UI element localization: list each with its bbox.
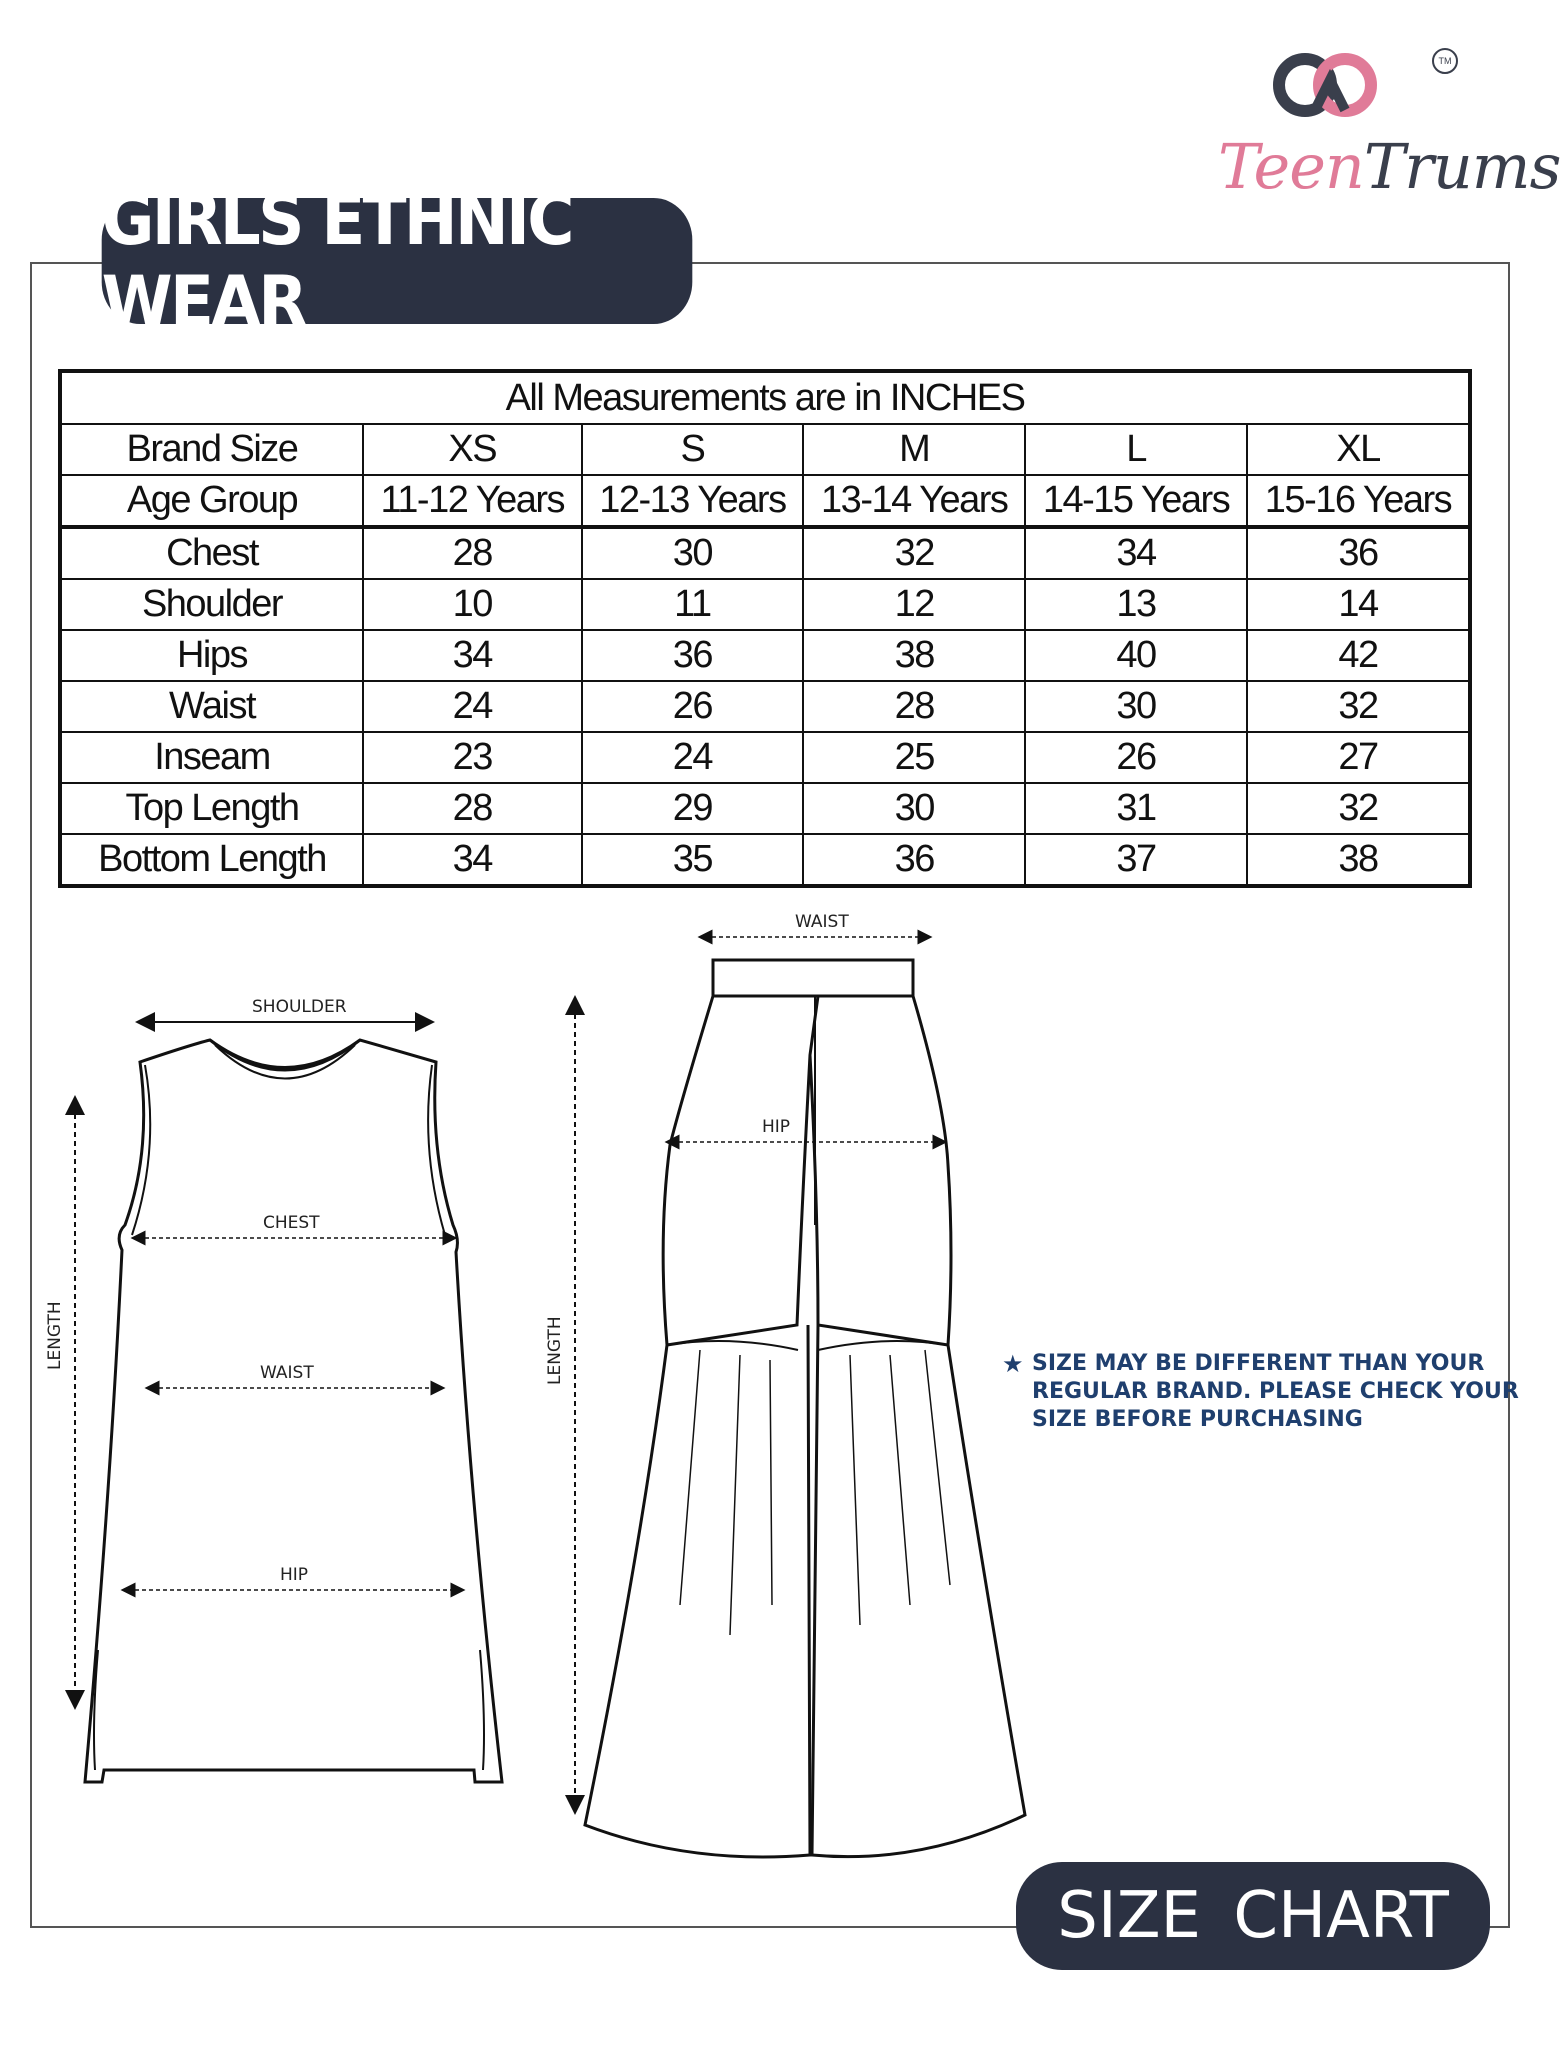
row-label: Top Length <box>60 783 363 834</box>
table-cell: 32 <box>1247 783 1470 834</box>
row-label: Hips <box>60 630 363 681</box>
age-label: Age Group <box>60 475 363 527</box>
size-l: L <box>1025 424 1247 475</box>
table-cell: 25 <box>803 732 1025 783</box>
table-cell: 30 <box>1025 681 1247 732</box>
table-cell: 26 <box>582 681 804 732</box>
table-cell: 28 <box>363 783 582 834</box>
table-cell: 28 <box>363 527 582 579</box>
age-xs: 11-12 Years <box>363 475 582 527</box>
trademark-icon: TM <box>1432 48 1458 74</box>
table-cell: 36 <box>803 834 1025 886</box>
table-cell: 37 <box>1025 834 1247 886</box>
table-row <box>60 681 1470 732</box>
table-cell: 34 <box>363 834 582 886</box>
size-table <box>58 369 1472 888</box>
age-m: 13-14 Years <box>803 475 1025 527</box>
size-xl: XL <box>1247 424 1470 475</box>
age-l: 14-15 Years <box>1025 475 1247 527</box>
table-row <box>60 527 1470 579</box>
logo-text-dark: Trums <box>1363 130 1560 203</box>
size-chart-badge: SIZE CHART <box>1016 1862 1490 1970</box>
table-cell: 12 <box>803 579 1025 630</box>
table-row <box>60 630 1470 681</box>
table-cell: 23 <box>363 732 582 783</box>
note-line-2: REGULAR BRAND. PLEASE CHECK YOUR <box>1032 1379 1519 1404</box>
dress-length-label: LENGTH <box>45 1301 65 1370</box>
table-cell: 36 <box>582 630 804 681</box>
size-m: M <box>803 424 1025 475</box>
table-cell: 24 <box>582 732 804 783</box>
brand-logo-text <box>1218 130 1560 203</box>
age-xl: 15-16 Years <box>1247 475 1470 527</box>
table-row <box>60 834 1470 886</box>
note-line-3: SIZE BEFORE PURCHASING <box>1032 1407 1363 1432</box>
table-cell: 30 <box>582 527 804 579</box>
age-s: 12-13 Years <box>582 475 804 527</box>
table-cell: 26 <box>1025 732 1247 783</box>
page-title: GIRLS ETHNIC WEAR <box>102 198 693 324</box>
dress-waist-label: WAIST <box>260 1363 314 1383</box>
table-cell: 29 <box>582 783 804 834</box>
size-s: S <box>582 424 804 475</box>
row-label: Chest <box>60 527 363 579</box>
table-cell: 14 <box>1247 579 1470 630</box>
logo-text-pink: Teen <box>1218 130 1364 203</box>
header-label: Brand Size <box>60 424 363 475</box>
table-cell: 10 <box>363 579 582 630</box>
row-label: Inseam <box>60 732 363 783</box>
row-label: Shoulder <box>60 579 363 630</box>
dress-hip-label: HIP <box>280 1565 309 1585</box>
table-cell: 42 <box>1247 630 1470 681</box>
table-row <box>60 783 1470 834</box>
dress-shoulder-label: SHOULDER <box>252 997 347 1017</box>
table-cell: 11 <box>582 579 804 630</box>
pants-diagram <box>540 905 1060 1865</box>
star-icon: ★ <box>1002 1350 1024 1378</box>
table-cell: 24 <box>363 681 582 732</box>
note-line-1: SIZE MAY BE DIFFERENT THAN YOUR <box>1032 1351 1485 1376</box>
table-cell: 32 <box>1247 681 1470 732</box>
table-cell: 36 <box>1247 527 1470 579</box>
pants-length-label: LENGTH <box>545 1316 565 1385</box>
dress-diagram <box>40 997 520 1800</box>
table-cell: 38 <box>1247 834 1470 886</box>
pants-waist-label: WAIST <box>795 912 849 932</box>
table-cell: 27 <box>1247 732 1470 783</box>
table-cell: 32 <box>803 527 1025 579</box>
table-cell: 38 <box>803 630 1025 681</box>
table-cell: 28 <box>803 681 1025 732</box>
table-row <box>60 732 1470 783</box>
table-cell: 34 <box>363 630 582 681</box>
row-label: Bottom Length <box>60 834 363 886</box>
row-label: Waist <box>60 681 363 732</box>
size-disclaimer <box>1002 1350 1522 1434</box>
size-xs: XS <box>363 424 582 475</box>
table-cell: 31 <box>1025 783 1247 834</box>
table-cell: 40 <box>1025 630 1247 681</box>
table-row <box>60 579 1470 630</box>
table-cell: 13 <box>1025 579 1247 630</box>
pants-hip-label: HIP <box>762 1117 791 1137</box>
table-cell: 35 <box>582 834 804 886</box>
table-cell: 34 <box>1025 527 1247 579</box>
dress-chest-label: CHEST <box>263 1213 320 1233</box>
table-cell: 30 <box>803 783 1025 834</box>
table-caption: All Measurements are in INCHES <box>60 371 1470 424</box>
